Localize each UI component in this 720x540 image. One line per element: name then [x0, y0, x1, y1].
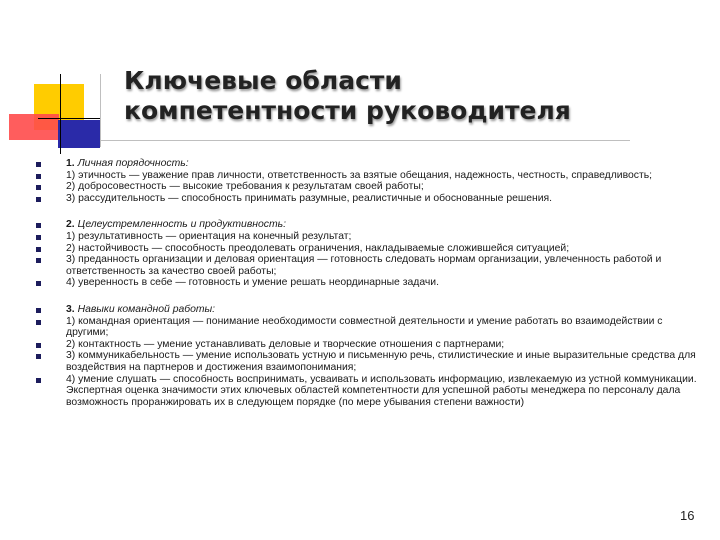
- list-item: [66, 181, 698, 193]
- bullet-icon: [36, 308, 41, 313]
- list-item-text: 4) умение слушать — способность воспринимать, усваивать и использовать информацию, извлекаемую из устной коммуникации. Экспертная оценка значимости этих ключевых областей компетентности для успешной работы менеджера по персоналу дала возможность проранжировать их в следующем порядке (по мере убывания степени важности): [66, 373, 697, 408]
- list-item-text: 1) этичность — уважение прав личности, ответственность за взятые обещания, надежность, честность, справедливость;: [66, 169, 653, 181]
- section-heading-text: Целеустремленность и продуктивность:: [77, 219, 286, 231]
- section-heading-text: Личная порядочность:: [77, 158, 189, 169]
- list-item-text: 3) коммуникабельность — умение использовать устную и письменную речь, стилистические и иные выразительные средства для воздействия на партнеров и достижения взаимопонимания;: [66, 350, 696, 373]
- list-item-text: 2) настойчивость — способность преодолевать ограничения, накладываемые сложившейся ситуацией;: [66, 242, 570, 254]
- bullet-icon: [36, 247, 41, 252]
- logo-blue-square: [58, 120, 100, 148]
- section-number: 1.: [66, 158, 75, 169]
- list-item: [66, 350, 698, 373]
- bullet-icon: [36, 354, 41, 359]
- logo-vertical-line: [60, 74, 61, 154]
- bullet-icon: [36, 197, 41, 202]
- list-item: [66, 339, 698, 351]
- title-underline-rule: [100, 140, 630, 141]
- list-item-text: 3) преданность организации и деловая ориентация — готовность следовать нормам организации, увлеченность работой и ответственность за качество своей работы;: [66, 254, 662, 277]
- list-item: [66, 374, 698, 409]
- list-item-text: 2) добросовестность — высокие требования к результатам своей работы;: [66, 181, 424, 193]
- logo-horizontal-line: [38, 118, 100, 119]
- bullet-icon: [36, 378, 41, 383]
- bullet-icon: [36, 320, 41, 325]
- list-item-text: 4) уверенность в себе — готовность и умение решать неординарные задачи.: [66, 277, 439, 289]
- list-item: [66, 193, 698, 205]
- section-heading-text: Навыки командной работы:: [77, 303, 216, 315]
- list-item: [66, 243, 698, 255]
- bullet-icon: [36, 258, 41, 263]
- list-item: [66, 277, 698, 289]
- bullet-icon: [36, 174, 41, 179]
- bullet-icon: [36, 162, 41, 167]
- bullet-icon: [36, 235, 41, 240]
- section-number: 2.: [66, 219, 75, 231]
- page-number: 16: [680, 508, 695, 523]
- list-item: [66, 231, 698, 243]
- bullet-icon: [36, 343, 41, 348]
- list-item: [66, 170, 698, 182]
- bullet-icon: [36, 281, 41, 286]
- section-heading: [66, 304, 698, 316]
- title-side-rule: [100, 74, 101, 147]
- bullet-icon: [36, 185, 41, 190]
- list-item: [66, 316, 698, 339]
- section-number: 3.: [66, 303, 75, 315]
- title-line: Ключевые области: [124, 66, 402, 95]
- section-heading: [66, 158, 698, 170]
- section-heading: [66, 219, 698, 231]
- list-item-text: 3) рассудительность — способность принимать разумные, реалистичные и обоснованные решения.: [66, 192, 553, 204]
- list-item-text: 2) контактность — умение устанавливать деловые и творческие отношения с партнерами;: [66, 338, 505, 350]
- slide-title: [124, 66, 571, 126]
- title-line: компетентности руководителя: [124, 96, 571, 125]
- list-item-text: 1) результативность — ориентация на конечный результат;: [66, 230, 352, 242]
- content-list: [66, 158, 698, 408]
- bullet-icon: [36, 223, 41, 228]
- list-item-text: 1) командная ориентация — понимание необходимости совместной деятельности и умение работать во взаимодействии с другими;: [66, 315, 663, 339]
- list-item: [66, 254, 698, 277]
